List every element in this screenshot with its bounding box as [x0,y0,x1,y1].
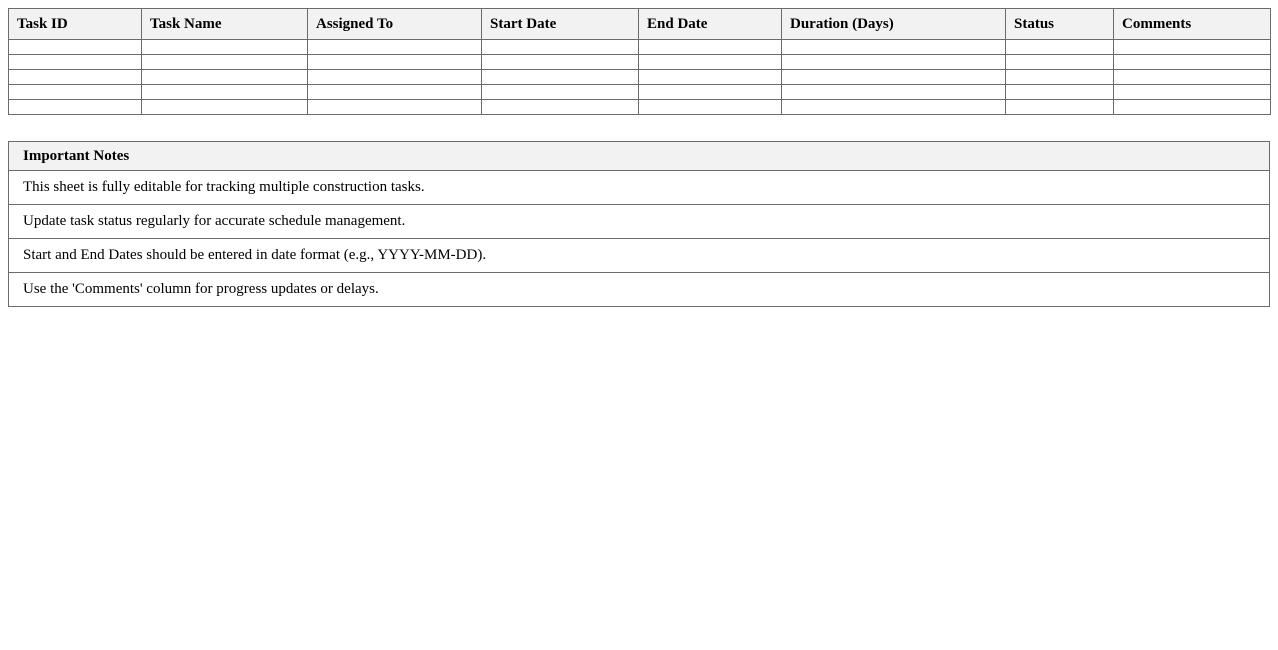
list-item [9,171,1270,205]
table-row[interactable] [9,85,1271,100]
cell-start-date[interactable] [482,55,639,70]
table-header-row [9,9,1271,40]
column-header-duration: Duration (Days) [782,9,1006,40]
cell-task-name[interactable] [142,40,308,55]
cell-task-name[interactable] [142,100,308,115]
cell-end-date[interactable] [639,55,782,70]
cell-task-name[interactable] [142,85,308,100]
notes-header-label: Important Notes [9,142,1270,171]
note-text: This sheet is fully editable for tracking multiple construction tasks. [9,171,1270,205]
cell-assigned-to[interactable] [308,85,482,100]
cell-start-date[interactable] [482,100,639,115]
document-page [0,0,1278,307]
cell-assigned-to[interactable] [308,100,482,115]
notes-header-row [9,142,1270,171]
column-header-start-date: Start Date [482,9,639,40]
cell-end-date[interactable] [639,85,782,100]
list-item [9,273,1270,307]
cell-task-name[interactable] [142,70,308,85]
note-text: Use the 'Comments' column for progress updates or delays. [9,273,1270,307]
column-header-task-id: Task ID [9,9,142,40]
cell-task-id[interactable] [9,85,142,100]
column-header-comments: Comments [1114,9,1271,40]
cell-task-id[interactable] [9,55,142,70]
cell-comments[interactable] [1114,40,1271,55]
note-text: Start and End Dates should be entered in date format (e.g., YYYY-MM-DD). [9,239,1270,273]
cell-status[interactable] [1006,55,1114,70]
list-item [9,205,1270,239]
cell-comments[interactable] [1114,100,1271,115]
note-text: Update task status regularly for accurate schedule management. [9,205,1270,239]
column-header-status: Status [1006,9,1114,40]
cell-task-name[interactable] [142,55,308,70]
list-item [9,239,1270,273]
cell-status[interactable] [1006,100,1114,115]
cell-comments[interactable] [1114,85,1271,100]
table-row[interactable] [9,55,1271,70]
cell-task-id[interactable] [9,100,142,115]
cell-duration[interactable] [782,70,1006,85]
cell-duration[interactable] [782,100,1006,115]
cell-task-id[interactable] [9,70,142,85]
cell-start-date[interactable] [482,40,639,55]
task-schedule-table [8,8,1271,115]
cell-comments[interactable] [1114,55,1271,70]
cell-end-date[interactable] [639,70,782,85]
cell-start-date[interactable] [482,85,639,100]
cell-duration[interactable] [782,55,1006,70]
cell-duration[interactable] [782,85,1006,100]
cell-assigned-to[interactable] [308,40,482,55]
cell-status[interactable] [1006,40,1114,55]
table-row[interactable] [9,100,1271,115]
column-header-end-date: End Date [639,9,782,40]
section-spacer [8,115,1270,141]
column-header-assigned-to: Assigned To [308,9,482,40]
cell-end-date[interactable] [639,40,782,55]
important-notes-table [8,141,1270,307]
cell-task-id[interactable] [9,40,142,55]
table-row[interactable] [9,40,1271,55]
cell-status[interactable] [1006,85,1114,100]
cell-assigned-to[interactable] [308,70,482,85]
cell-status[interactable] [1006,70,1114,85]
column-header-task-name: Task Name [142,9,308,40]
cell-comments[interactable] [1114,70,1271,85]
cell-start-date[interactable] [482,70,639,85]
cell-assigned-to[interactable] [308,55,482,70]
cell-duration[interactable] [782,40,1006,55]
cell-end-date[interactable] [639,100,782,115]
table-row[interactable] [9,70,1271,85]
